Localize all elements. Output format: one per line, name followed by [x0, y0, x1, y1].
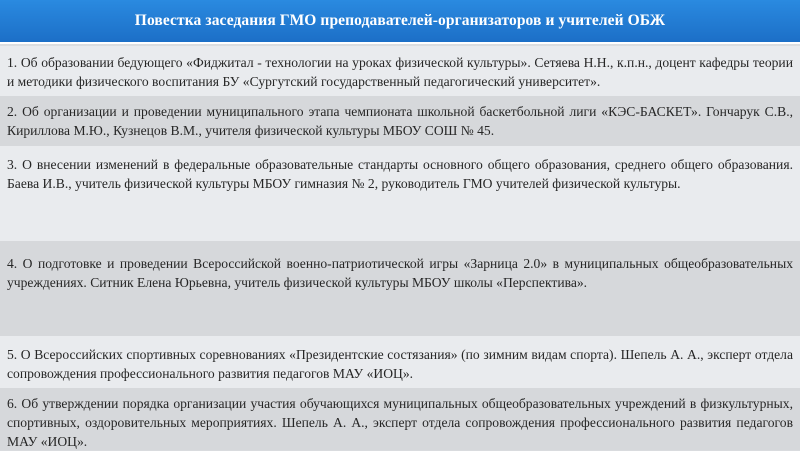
slide-title: Повестка заседания ГМО преподавателей-организаторов и учителей ОБЖ: [134, 12, 666, 29]
agenda-item-text: 4. О подготовке и проведении Всероссийской военно-патриотической игры «Зарница 2.0» в муниципальных общеобразовательных учреждениях. Ситник Елена Юрьевна, учитель физической культуры МБОУ школы «Перспектива».: [7, 256, 793, 290]
agenda-item-text: 1. Об образовании бедующего «Фиджитал - технологии на уроках физической культуры». Сетяева Н.Н., к.п.н., доцент кафедры теории и методики физического воспитания БУ «Сургутский государственный педагогический университет».: [7, 55, 793, 89]
agenda-item-6: [0, 388, 800, 450]
agenda-item-text: 5. О Всероссийских спортивных соревнованиях «Президентские состязания» (по зимним видам спорта). Шепель А. А., эксперт отдела сопровождения профессионального развития педагогов МАУ «ИОЦ».: [7, 347, 793, 381]
agenda-item-1: [0, 46, 800, 96]
agenda-item-text: 6. Об утверждении порядка организации участия обучающихся муниципальных общеобразовательных учреждений в физкультурных, спортивных, оздоровительных мероприятиях. Шепель А. А., эксперт отдела сопровождения профессионального развития педагогов МАУ «ИОЦ».: [7, 396, 793, 449]
agenda-item-text: 2. Об организации и проведении муниципального этапа чемпионата школьной баскетбольной лиги «КЭС-БАСКЕТ». Гончарук С.В., Кириллова М.Ю., Кузнецов В.М., учителя физической культуры МБОУ СОШ № 45.: [7, 104, 793, 138]
agenda-item-text: 3. О внесении изменений в федеральные образовательные стандарты основного общего образования, среднего общего образования. Баева И.В., учитель физической культуры МБОУ гимназия № 2, руководитель ГМО учителей физической культуры.: [7, 157, 793, 191]
agenda-item-4: [0, 241, 800, 336]
title-bar: [0, 0, 800, 44]
agenda-item-2: [0, 96, 800, 146]
agenda-list: [0, 46, 800, 450]
agenda-item-5: [0, 336, 800, 388]
agenda-item-3: [0, 146, 800, 241]
